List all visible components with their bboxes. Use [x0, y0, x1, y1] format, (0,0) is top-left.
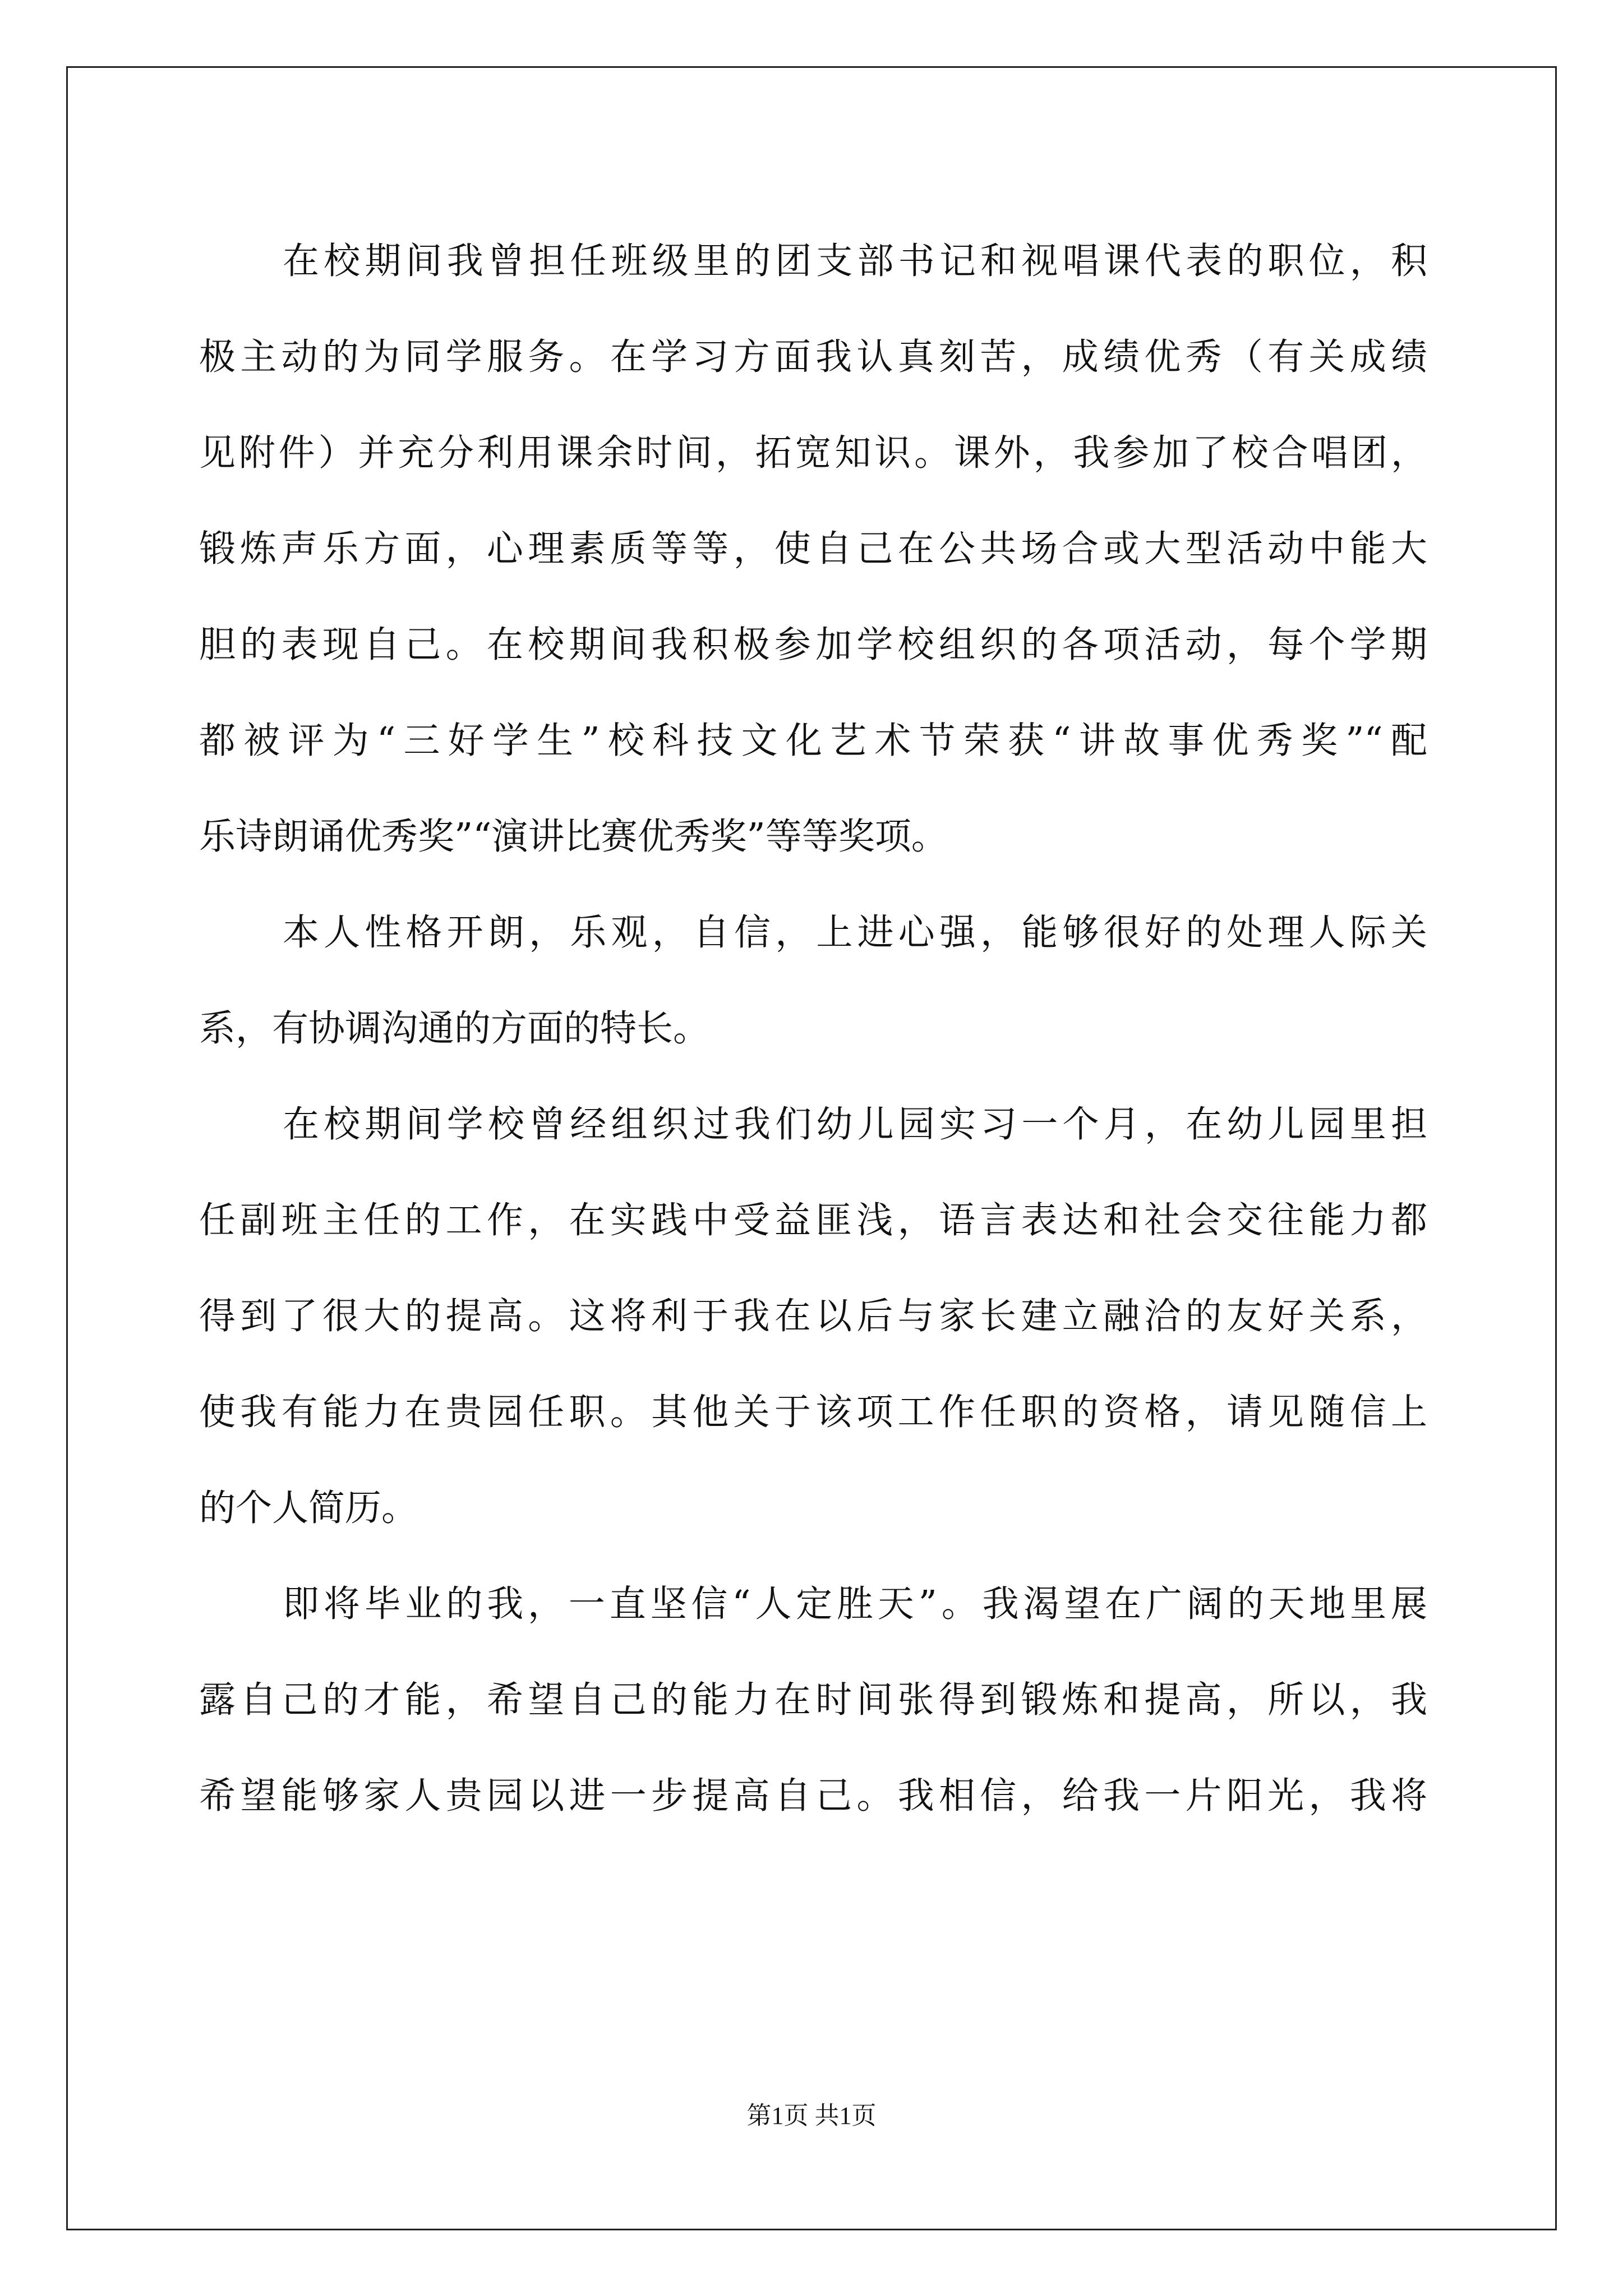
- document-body: [199, 213, 1427, 1844]
- text-line: 都被评为“三好学生”校科技文化艺术节荣获“讲故事优秀奖”“配: [199, 720, 1427, 762]
- text-line: 见附件）并充分利用课余时间，拓宽知识。课外，我参加了校合唱团，: [199, 432, 1427, 474]
- text-line: 得到了很大的提高。这将利于我在以后与家长建立融洽的友好关系，: [199, 1295, 1427, 1337]
- text-line: 本人性格开朗，乐观，自信，上进心强，能够很好的处理人际关: [283, 912, 1427, 954]
- text-line: 露自己的才能，希望自己的能力在时间张得到锻炼和提高，所以，我: [199, 1679, 1427, 1721]
- text-line: 即将毕业的我，一直坚信“人定胜天”。我渴望在广阔的天地里展: [283, 1583, 1427, 1625]
- text-line: 胆的表现自己。在校期间我积极参加学校组织的各项活动，每个学期: [199, 624, 1427, 666]
- text-line: 任副班主任的工作，在实践中受益匪浅，语言表达和社会交往能力都: [199, 1199, 1427, 1241]
- text-line: 系，有协调沟通的方面的特长。: [199, 1007, 710, 1050]
- text-line: 在校期间我曾担任班级里的团支部书记和视唱课代表的职位，积: [283, 240, 1427, 282]
- page-number-footer: 第1页 共1页: [746, 2102, 877, 2129]
- text-line: 在校期间学校曾经组织过我们幼儿园实习一个月，在幼儿园里担: [283, 1103, 1427, 1145]
- text-line: 希望能够家人贵园以进一步提高自己。我相信，给我一片阳光，我将: [199, 1775, 1427, 1817]
- text-line: 使我有能力在贵园任职。其他关于该项工作任职的资格，请见随信上: [199, 1391, 1427, 1433]
- text-line: 极主动的为同学服务。在学习方面我认真刻苦，成绩优秀（有关成绩: [199, 336, 1427, 378]
- text-line: 锻炼声乐方面，心理素质等等，使自己在公共场合或大型活动中能大: [199, 528, 1427, 570]
- text-line: 的个人简历。: [199, 1487, 418, 1529]
- text-line: 乐诗朗诵优秀奖”“演讲比赛优秀奖”等等奖项。: [199, 816, 948, 858]
